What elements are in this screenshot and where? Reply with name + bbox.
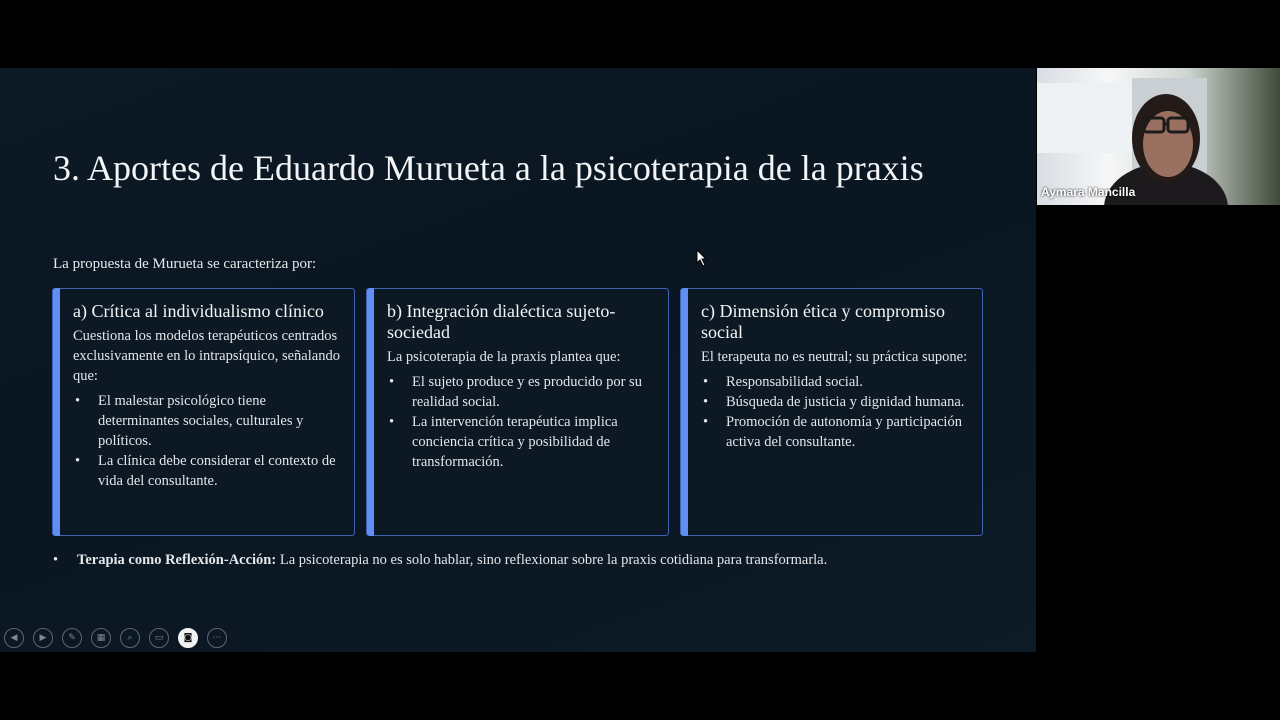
card-bullet <box>387 412 658 472</box>
slides-grid-icon[interactable]: ▦ <box>91 628 111 648</box>
bullet-text: El sujeto produce y es producido por su realidad social. <box>412 374 642 410</box>
bullet-dot: • <box>75 393 81 409</box>
card-critica <box>52 288 355 536</box>
camera-icon[interactable]: ◙ <box>178 628 198 648</box>
bottom-bullet-text: La psicoterapia no es solo hablar, sino reflexionar sobre la praxis cotidiana para transformarla. <box>276 552 828 568</box>
card-title: b) Integración dialéctica sujeto-sociedad <box>387 301 616 342</box>
card-text: El terapeuta no es neutral; su práctica supone: <box>701 349 968 365</box>
bottom-bullet-bold: Terapia como Reflexión-Acción: <box>77 552 277 568</box>
subtitles-icon[interactable]: ▭ <box>149 628 169 648</box>
card-accent-bar <box>367 288 374 536</box>
card-bullet-list <box>73 391 344 491</box>
presentation-toolbar <box>4 628 227 648</box>
card-bullet <box>701 372 972 392</box>
bullet-text: Responsabilidad social. <box>726 374 863 390</box>
bullet-dot: • <box>389 414 395 430</box>
prev-slide-icon[interactable]: ◀ <box>4 628 24 648</box>
card-text: La psicoterapia de la praxis plantea que: <box>387 349 621 365</box>
mouse-cursor-icon <box>696 249 708 267</box>
bullet-dot: • <box>703 394 709 410</box>
card-bullet <box>701 412 972 452</box>
bottom-bullet <box>53 552 827 569</box>
bullet-dot: • <box>703 374 709 390</box>
card-text: Cuestiona los modelos terapéuticos centrados exclusivamente en lo intrapsíquico, señalando que: <box>73 328 340 384</box>
presentation-slide <box>0 68 1036 652</box>
bullet-dot: • <box>53 552 59 568</box>
bullet-text: La intervención terapéutica implica conciencia crítica y posibilidad de transformación. <box>412 414 618 470</box>
card-accent-bar <box>53 288 60 536</box>
slide-intro: La propuesta de Murueta se caracteriza por: <box>53 256 317 272</box>
pen-icon[interactable]: ✎ <box>62 628 82 648</box>
card-title: a) Crítica al individualismo clínico <box>73 301 324 321</box>
next-slide-icon[interactable]: ▶ <box>33 628 53 648</box>
card-dimension-etica <box>680 288 983 536</box>
bullet-dot: • <box>75 453 81 469</box>
bullet-text: Promoción de autonomía y participación activa del consultante. <box>726 414 962 450</box>
bullet-text: El malestar psicológico tiene determinantes sociales, culturales y políticos. <box>98 393 304 449</box>
card-bullet <box>701 392 972 412</box>
card-bullet-list <box>701 372 972 452</box>
card-bullet <box>73 391 344 451</box>
slide-title: 3. Aportes de Eduardo Murueta a la psicoterapia de la praxis <box>53 148 924 188</box>
card-title: c) Dimensión ética y compromiso social <box>701 301 945 342</box>
card-integracion <box>366 288 669 536</box>
bullet-text: Búsqueda de justicia y dignidad humana. <box>726 394 965 410</box>
card-accent-bar <box>681 288 688 536</box>
card-bullet <box>73 451 344 491</box>
card-bullet <box>387 372 658 412</box>
participant-video[interactable] <box>1037 68 1280 205</box>
more-options-icon[interactable]: ⋯ <box>207 628 227 648</box>
card-bullet-list <box>387 372 658 472</box>
participant-name: Aymara Mancilla <box>1041 185 1136 199</box>
zoom-icon[interactable]: ⌕ <box>120 628 140 648</box>
bullet-text: La clínica debe considerar el contexto de vida del consultante. <box>98 453 336 489</box>
bullet-dot: • <box>389 374 395 390</box>
bullet-dot: • <box>703 414 709 430</box>
